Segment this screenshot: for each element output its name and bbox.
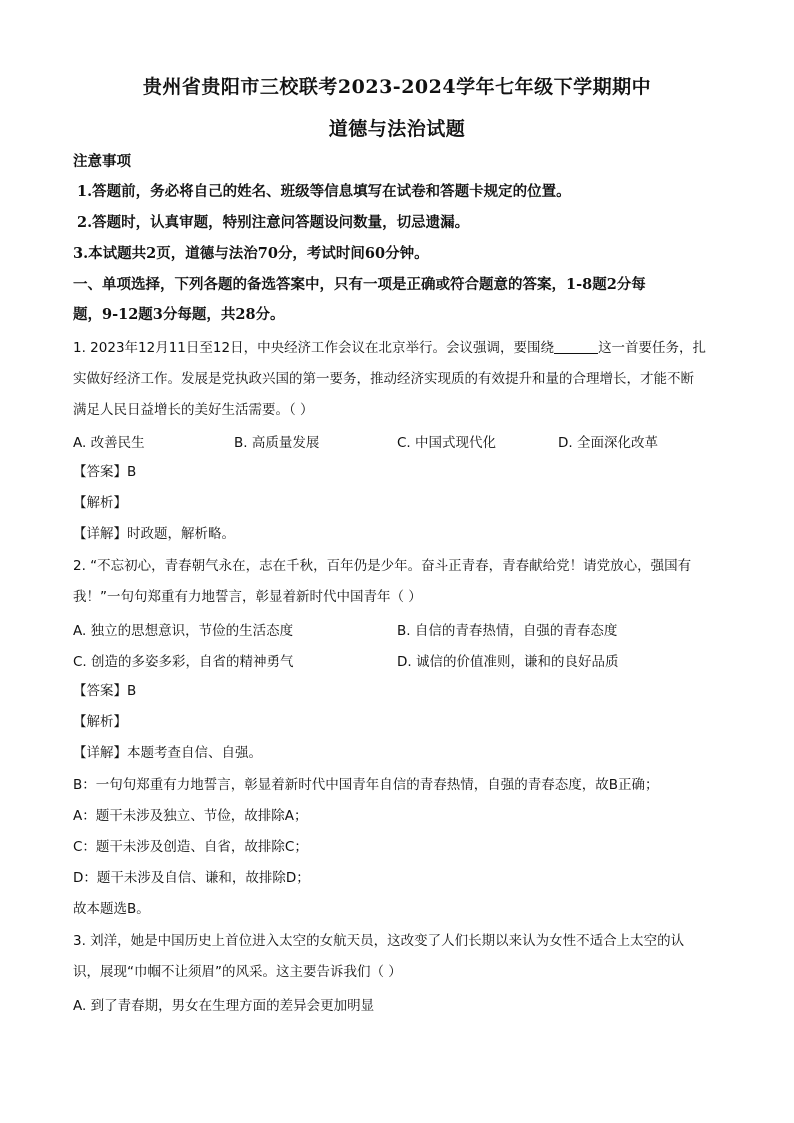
question-2-line1: 2. “不忘初心，青春朝气永在，志在千秋，百年仍是少年。奋斗正青春，青春献给党！请党放心，强国有 xyxy=(73,558,692,574)
question-2-explanation-c: C：题干未涉及创造、自省，故排除C； xyxy=(73,839,308,855)
question-2-analysis-label: 【解析】 xyxy=(73,714,127,730)
question-2-option-b: B. 自信的青春热情，自强的青春态度 xyxy=(397,623,618,639)
exam-subtitle: 道德与法治试题 xyxy=(328,118,466,140)
question-1-line1 xyxy=(73,338,721,358)
question-2-explanation-d: D：题干未涉及自信、谦和，故排除D； xyxy=(73,870,310,886)
notice-item-1: 1.答题前，务必将自己的姓名、班级等信息填写在试卷和答题卡规定的位置。 xyxy=(77,183,571,200)
question-3-line2: 识，展现“巾帼不让须眉”的风采。这主要告诉我们（ ） xyxy=(73,964,402,980)
notice-item-3: 3.本试题共2页，道德与法治70分，考试时间60分钟。 xyxy=(73,245,429,262)
question-2-explanation-b: B：一句句郑重有力地誓言，彰显着新时代中国青年自信的青春热情，自强的青春态度，故B正确； xyxy=(73,777,659,793)
answer-blank xyxy=(554,339,598,354)
question-1-option-a: A. 改善民生 xyxy=(73,435,145,451)
exam-title: 贵州省贵阳市三校联考2023-2024学年七年级下学期期中 xyxy=(142,76,652,98)
question-3-option-a: A. 到了青春期，男女在生理方面的差异会更加明显 xyxy=(73,998,375,1014)
question-1-detail: 【详解】时政题，解析略。 xyxy=(73,526,235,542)
section-heading-line1: 一、单项选择，下列各题的备选答案中，只有一项是正确或符合题意的答案，1-8题2分每 xyxy=(73,276,646,293)
question-1-text-b: 这一首要任务，扎 xyxy=(598,340,707,356)
notice-item-2: 2.答题时，认真审题，特别注意问答题设问数量，切忌遗漏。 xyxy=(77,214,470,231)
question-2-option-a: A. 独立的思想意识，节俭的生活态度 xyxy=(73,623,294,639)
question-1-text-a: 1. 2023年12月11日至12日，中央经济工作会议在北京举行。会议强调，要围绕 xyxy=(73,340,555,356)
question-2-explanation-a: A：题干未涉及独立、节俭，故排除A； xyxy=(73,808,308,824)
question-1-option-b: B. 高质量发展 xyxy=(234,435,320,451)
question-2-detail: 【详解】本题考查自信、自强。 xyxy=(73,745,262,761)
question-1-line3: 满足人民日益增长的美好生活需要。（ ） xyxy=(73,402,314,418)
question-2-option-d: D. 诚信的价值准则，谦和的良好品质 xyxy=(397,654,619,670)
question-1-option-c: C. 中国式现代化 xyxy=(397,435,497,451)
question-2-conclusion: 故本题选B。 xyxy=(73,901,150,917)
question-2-answer: 【答案】B xyxy=(73,683,137,699)
question-1-analysis-label: 【解析】 xyxy=(73,495,127,511)
question-2-option-c: C. 创造的多姿多彩，自省的精神勇气 xyxy=(73,654,294,670)
question-1-option-d: D. 全面深化改革 xyxy=(558,435,658,451)
section-heading-line2: 题，9-12题3分每题，共28分。 xyxy=(73,306,285,323)
question-1-line2: 实做好经济工作。发展是党执政兴国的第一要务，推动经济实现质的有效提升和量的合理增长，才能不断 xyxy=(73,371,694,387)
notice-heading: 注意事项 xyxy=(73,153,131,170)
question-1-answer: 【答案】B xyxy=(73,464,137,480)
question-3-line1: 3. 刘洋，她是中国历史上首位进入太空的女航天员，这改变了人们长期以来认为女性不适合上太空的认 xyxy=(73,933,685,949)
question-2-line2: 我！”一句句郑重有力地誓言，彰显着新时代中国青年（ ） xyxy=(73,589,422,605)
